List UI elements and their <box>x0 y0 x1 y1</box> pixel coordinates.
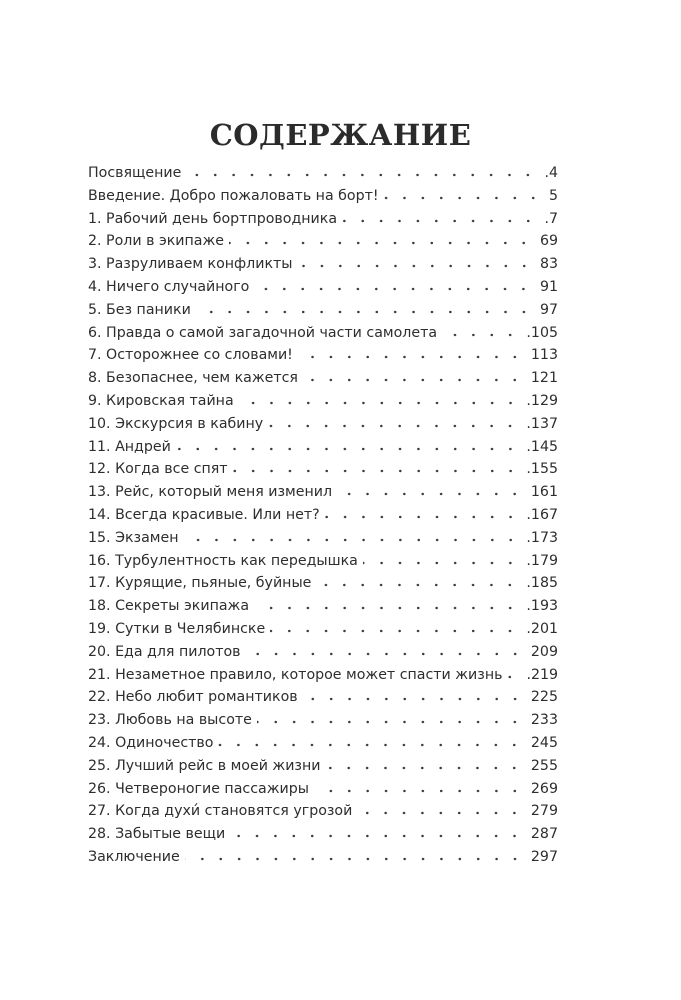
dot-leader <box>314 784 526 794</box>
toc-entry-page-number: 279 <box>530 803 558 820</box>
toc-entry-title: 16. Турбулентность как передышка <box>88 552 358 569</box>
toc-entry <box>88 781 558 804</box>
toc-entry-title: 17. Курящие, пьяные, буйные <box>88 575 312 592</box>
toc-entry-title: 1. Рабочий день бортпроводника <box>88 210 338 227</box>
toc-entry <box>88 279 558 302</box>
toc-entry-title: 6. Правда о самой загадочной части самолета <box>88 324 438 341</box>
dot-leader <box>303 692 526 702</box>
toc-entry <box>88 758 558 781</box>
toc-entry <box>88 530 558 553</box>
toc-entry <box>88 165 558 188</box>
toc-entry <box>88 393 558 416</box>
toc-entry <box>88 416 558 439</box>
toc-entry <box>88 621 558 644</box>
toc-entry-title: 12. Когда все спят <box>88 461 228 478</box>
toc-entry-title: 10. Экскурсия в кабину <box>88 415 264 432</box>
toc-entry <box>88 644 558 667</box>
toc-entry <box>88 347 558 370</box>
toc-entry-page-number: 97 <box>539 301 558 318</box>
toc-entry-page-number: 255 <box>530 757 558 774</box>
toc-entry-title: 25. Лучший рейс в моей жизни <box>88 757 321 774</box>
toc-entry <box>88 302 558 325</box>
toc-entry-page-number: .193 <box>526 598 558 615</box>
dot-leader <box>337 487 526 497</box>
toc-entry <box>88 507 558 530</box>
dot-leader <box>384 191 544 201</box>
toc-entry-title: Введение. Добро пожаловать на борт! <box>88 187 379 204</box>
toc-entry-title: 4. Ничего случайного <box>88 278 250 295</box>
toc-entry <box>88 439 558 462</box>
dot-leader <box>303 373 526 383</box>
toc-entry-page-number: 113 <box>530 347 558 364</box>
dot-leader <box>507 670 521 680</box>
toc-entry-page-number: .155 <box>526 461 558 478</box>
toc-entry-title: Заключение <box>88 848 180 865</box>
toc-entry-title: Посвящение <box>88 165 182 181</box>
toc-entry-title: 2. Роли в экипаже <box>88 233 225 250</box>
toc-entry-page-number: 5 <box>548 187 558 204</box>
toc-entry-title: 8. Безопаснее, чем кажется <box>88 370 298 387</box>
toc-entry <box>88 712 558 735</box>
dot-leader <box>357 806 526 816</box>
toc-entry-title: 18. Секреты экипажа <box>88 598 250 615</box>
toc-entry <box>88 370 558 393</box>
toc-entry-page-number: 121 <box>530 370 558 387</box>
toc-entry-title: 14. Всегда красивые. Или нет? <box>88 506 320 523</box>
toc-entry-title: 9. Кировская тайна <box>88 392 234 409</box>
toc-entry-page-number: .145 <box>526 438 558 455</box>
toc-entry-title: 19. Сутки в Челябинске <box>88 620 266 637</box>
toc-entry-page-number: .173 <box>526 529 558 546</box>
toc-entry-page-number: 69 <box>539 233 558 250</box>
dot-leader <box>233 464 522 474</box>
toc-entry-title: 20. Еда для пилотов <box>88 643 241 660</box>
toc-entry <box>88 689 558 712</box>
dot-leader <box>230 829 526 839</box>
toc-entry-page-number: .4 <box>544 165 558 181</box>
dot-leader <box>316 578 521 588</box>
toc-entry-page-number: 297 <box>530 848 558 865</box>
toc-entry-page-number: .167 <box>526 506 558 523</box>
toc-entry-title: 22. Небо любит романтиков <box>88 689 298 706</box>
toc-entry <box>88 211 558 234</box>
toc-entry-page-number: .179 <box>526 552 558 569</box>
toc-entry-title: 15. Экзамен <box>88 529 179 546</box>
toc-entry <box>88 233 558 256</box>
toc-entry-page-number: .201 <box>526 620 558 637</box>
dot-leader <box>254 282 535 292</box>
table-of-contents <box>88 165 558 872</box>
toc-entry-page-number: .137 <box>526 415 558 432</box>
toc-entry-title: 26. Четвероногие пассажиры <box>88 780 309 797</box>
dot-leader <box>298 259 535 269</box>
dot-leader <box>246 647 526 657</box>
toc-entry <box>88 667 558 690</box>
toc-entry <box>88 325 558 348</box>
toc-entry-title: 23. Любовь на высоте <box>88 712 252 729</box>
toc-entry-title: 28. Забытые вещи <box>88 826 226 843</box>
dot-leader <box>186 168 539 178</box>
dot-leader <box>325 510 522 520</box>
dot-leader <box>229 236 535 246</box>
toc-entry <box>88 256 558 279</box>
toc-entry-page-number: 161 <box>530 484 558 501</box>
dot-leader <box>442 328 521 338</box>
toc-entry-title: 7. Осторожнее со словами! <box>88 347 293 364</box>
dot-leader <box>218 738 525 748</box>
toc-entry <box>88 735 558 758</box>
dot-leader <box>363 556 522 566</box>
toc-entry-title: 11. Андрей <box>88 438 171 455</box>
toc-entry-title: 21. Незаметное правило, которое может спасти жизнь <box>88 666 503 683</box>
toc-entry-page-number: 233 <box>530 712 558 729</box>
dot-leader <box>325 761 525 771</box>
dot-leader <box>298 350 526 360</box>
toc-entry <box>88 461 558 484</box>
toc-entry-page-number: 91 <box>539 278 558 295</box>
toc-entry <box>88 598 558 621</box>
toc-entry-page-number: .219 <box>526 666 559 683</box>
dot-leader <box>268 419 521 429</box>
dot-leader <box>342 214 539 224</box>
dot-leader <box>196 305 535 315</box>
dot-leader <box>254 601 521 611</box>
dot-leader <box>257 715 526 725</box>
toc-entry <box>88 575 558 598</box>
dot-leader <box>185 852 526 862</box>
dot-leader <box>239 396 522 406</box>
contents-heading: СОДЕРЖАНИЕ <box>209 118 472 152</box>
toc-entry-title: 27. Когда духи́ становятся угрозой <box>88 803 353 820</box>
toc-entry-title: 13. Рейс, который меня изменил <box>88 484 333 501</box>
toc-entry-page-number: 269 <box>530 780 558 797</box>
toc-entry <box>88 826 558 849</box>
toc-entry-page-number: .129 <box>526 392 558 409</box>
toc-entry <box>88 553 558 576</box>
toc-entry-page-number: .105 <box>526 324 558 341</box>
dot-leader <box>176 442 522 452</box>
toc-entry <box>88 849 558 872</box>
dot-leader <box>184 533 522 543</box>
toc-entry-title: 3. Разруливаем конфликты <box>88 256 293 273</box>
dot-leader <box>270 624 521 634</box>
toc-entry-page-number: .7 <box>544 210 558 227</box>
toc-entry-page-number: 245 <box>530 734 558 751</box>
toc-entry-page-number: 287 <box>530 826 558 843</box>
toc-entry-title: 24. Одиночество <box>88 734 214 751</box>
toc-entry-page-number: 209 <box>530 643 558 660</box>
toc-entry <box>88 803 558 826</box>
toc-entry-page-number: .185 <box>526 575 558 592</box>
toc-entry-page-number: 83 <box>539 256 558 273</box>
toc-entry-page-number: 225 <box>530 689 558 706</box>
toc-entry <box>88 484 558 507</box>
toc-entry-title: 5. Без паники <box>88 301 191 318</box>
toc-entry <box>88 188 558 211</box>
